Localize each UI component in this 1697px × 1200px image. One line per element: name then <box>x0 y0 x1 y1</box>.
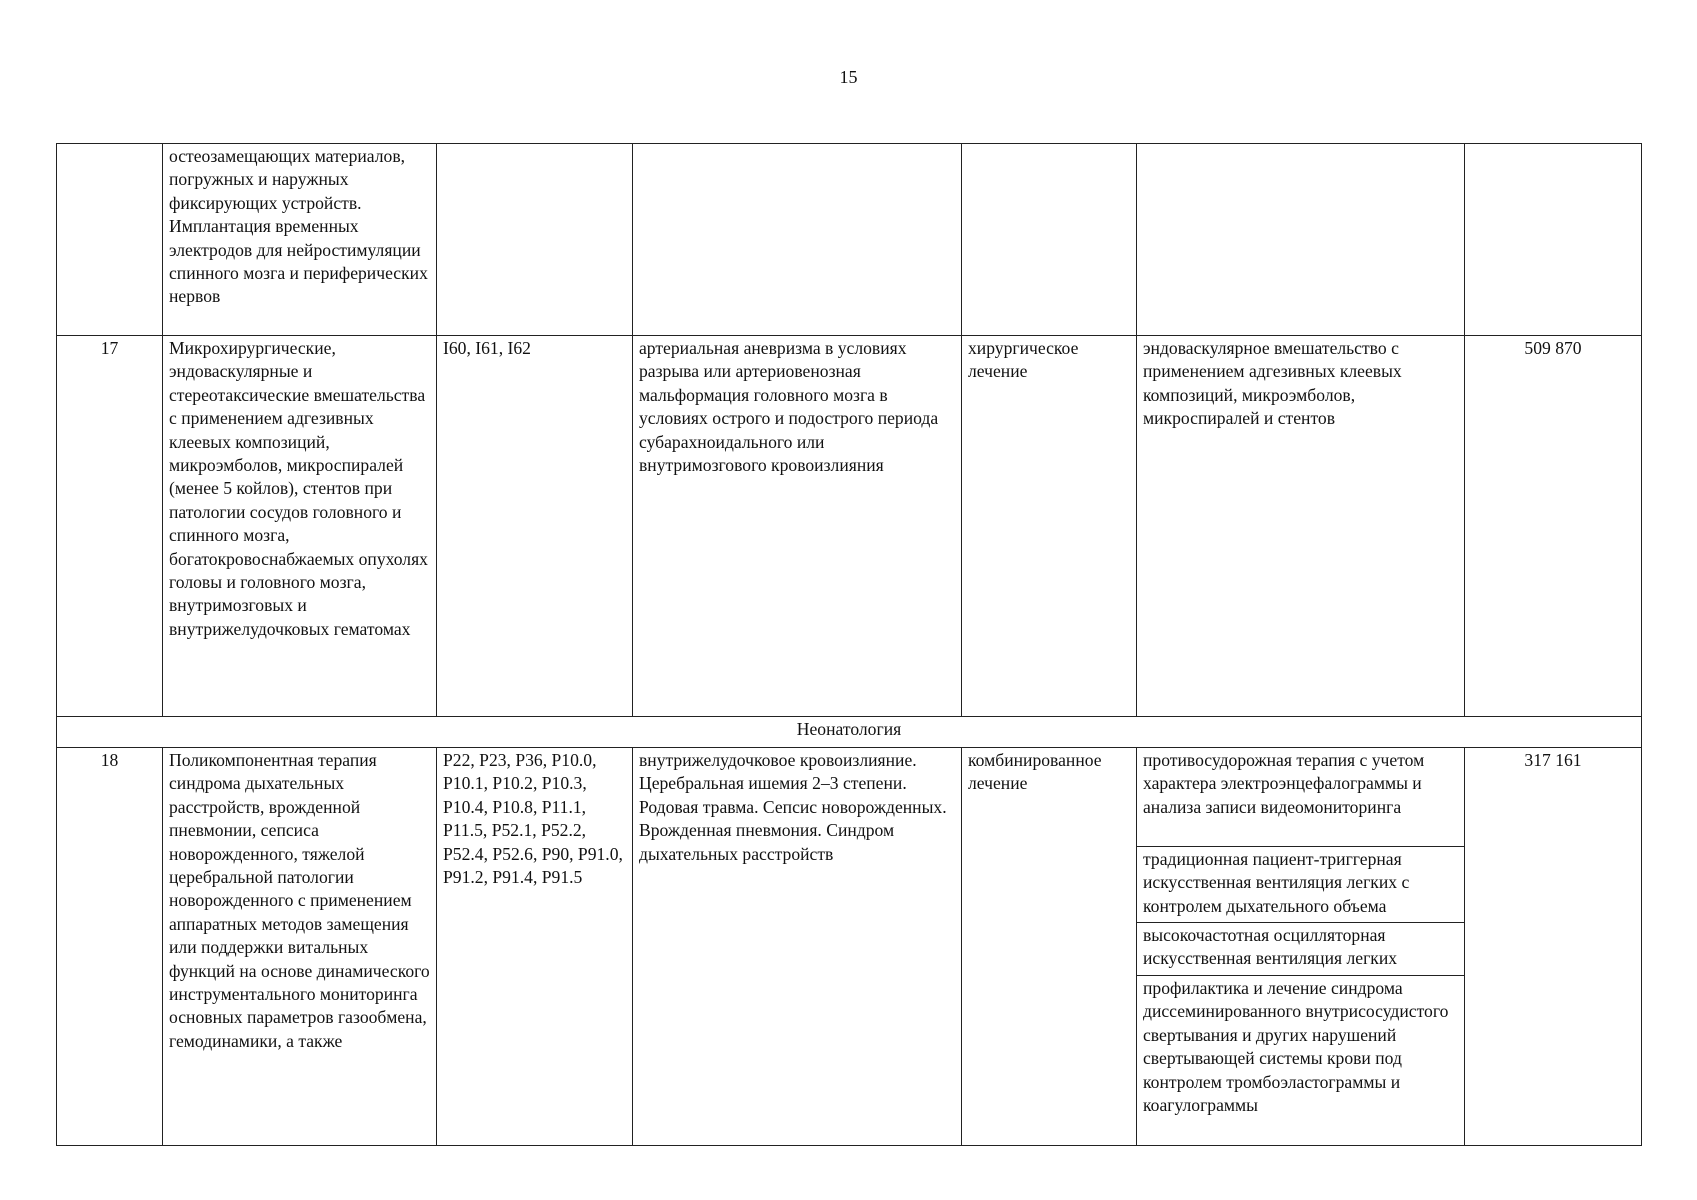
cell-method <box>1137 144 1465 336</box>
medical-care-table <box>56 143 1642 1146</box>
cell-model: артериальная аневризма в условиях разрыва или артериовенозная мальформация головного мозга в условиях острого и подострого периода субарахноидального или внутримозгового кровоизлияния <box>633 336 962 717</box>
table-row-18 <box>57 748 1642 847</box>
cell-description: Поликомпонентная терапия синдрома дыхательных расстройств, врожденной пневмонии, сепсиса новорожденного, тяжелой церебральной патологии новорожденного с применением аппаратных методов замещения или поддержки витальных функций на основе динамического инструментального мониторинга основных параметров газообмена, гемодинамики, а также <box>163 748 437 1146</box>
cell-method-3: высокочастотная осцилляторная искусственная вентиляция легких <box>1137 923 1465 976</box>
cell-treatment-type: хирургическое лечение <box>962 336 1137 717</box>
cell-cost: 317 161 <box>1465 748 1642 1146</box>
table-row-17 <box>57 336 1642 717</box>
cell-method-4: профилактика и лечение синдрома диссеминированного внутрисосудистого свертывания и других нарушений свертывающей системы крови под контролем тромбоэластограммы и коагулограммы <box>1137 976 1465 1146</box>
cell-method-1: противосудорожная терапия с учетом характера электроэнцефалограммы и анализа записи видеомониторинга <box>1137 748 1465 847</box>
page-number: 15 <box>839 67 858 87</box>
cell-description: остеозамещающих материалов, погружных и наружных фиксирующих устройств. Имплантация временных электродов для нейростимуляции спинного мозга и периферических нервов <box>163 144 437 336</box>
section-row <box>57 717 1642 748</box>
cell-number: 18 <box>57 748 163 1146</box>
cell-number <box>57 144 163 336</box>
cell-treatment-type: комбинированное лечение <box>962 748 1137 1146</box>
cell-method-2: традиционная пациент-триггерная искусственная вентиляция легких с контролем дыхательного объема <box>1137 847 1465 923</box>
section-title: Неонатология <box>57 717 1642 748</box>
cell-cost <box>1465 144 1642 336</box>
cell-description: Микрохирургические, эндоваскулярные и стереотаксические вмешательства с применением адгезивных клеевых композиций, микроэмболов, микроспиралей (менее 5 койлов), стентов при патологии сосудов головного и спинного мозга, богатокровоснабжаемых опухолях головы и головного мозга, внутримозговых и внутрижелудочковых гематомах <box>163 336 437 717</box>
cell-model: внутрижелудочковое кровоизлияние. Церебральная ишемия 2–3 степени. Родовая травма. Сепсис новорожденных. Врожденная пневмония. Синдром дыхательных расстройств <box>633 748 962 1146</box>
cell-method: эндоваскулярное вмешательство с применением адгезивных клеевых композиций, микроэмболов, микроспиралей и стентов <box>1137 336 1465 717</box>
cell-model <box>633 144 962 336</box>
cell-codes: P22, P23, P36, P10.0, P10.1, P10.2, P10.3, P10.4, P10.8, P11.1, P11.5, P52.1, P52.2, P52.4, P52.6, P90, P91.0, P91.2, P91.4, P91.5 <box>437 748 633 1146</box>
cell-number: 17 <box>57 336 163 717</box>
cell-codes: I60, I61, I62 <box>437 336 633 717</box>
table-row-continuation <box>57 144 1642 336</box>
cell-cost: 509 870 <box>1465 336 1642 717</box>
cell-treatment-type <box>962 144 1137 336</box>
cell-codes <box>437 144 633 336</box>
